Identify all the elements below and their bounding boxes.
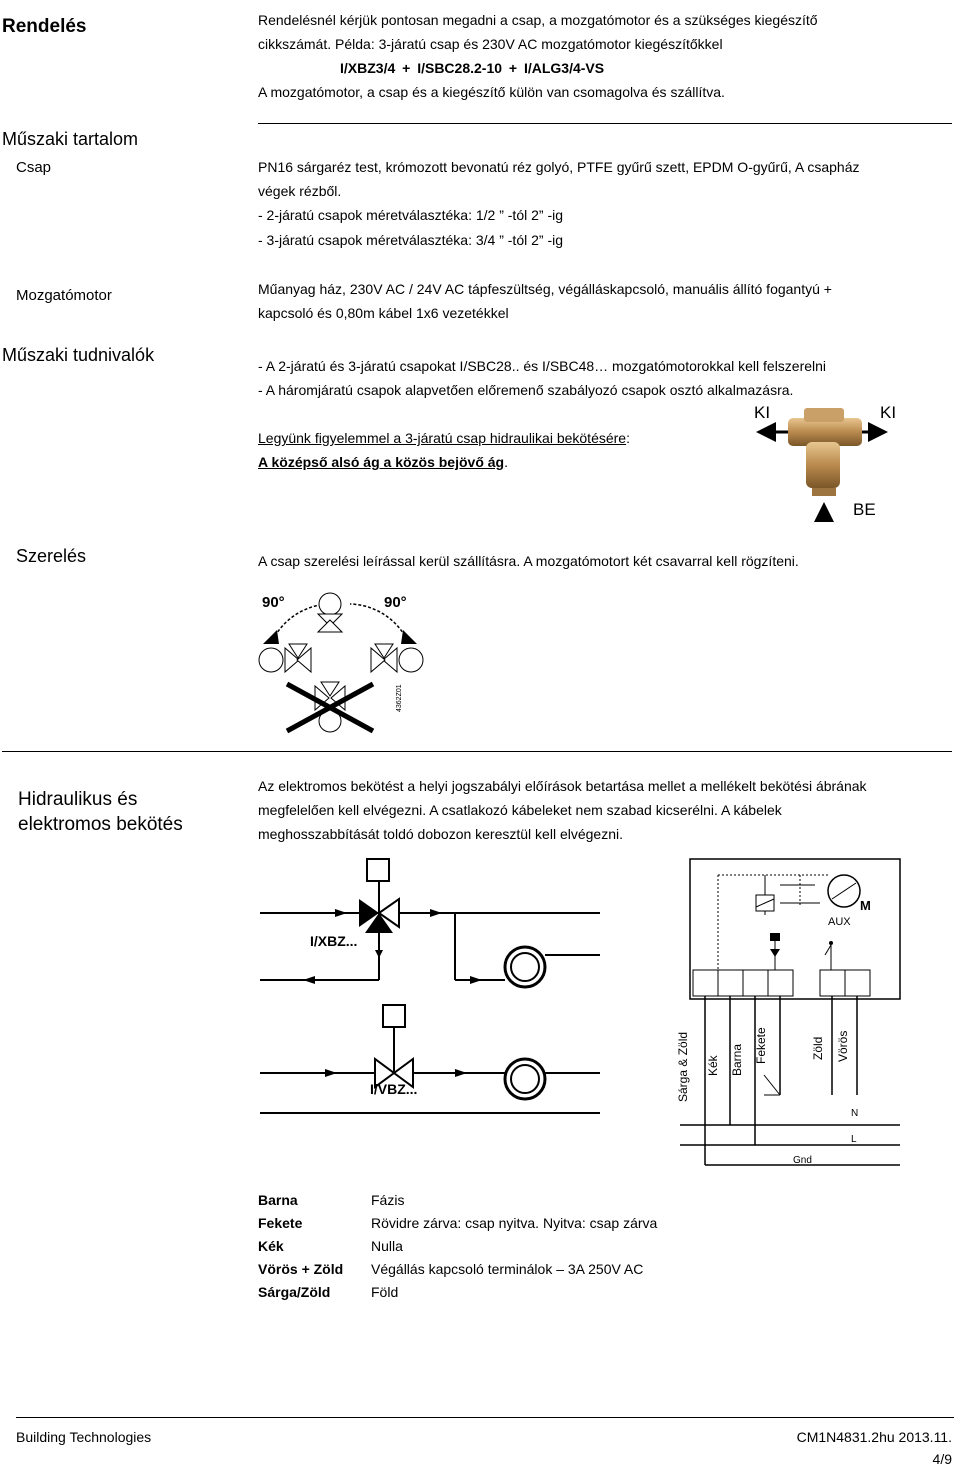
label-be: BE — [853, 500, 876, 519]
legend-color: Barna — [258, 1192, 298, 1208]
legend-meaning: Fázis — [371, 1192, 405, 1208]
rendeles-line1: Rendelésnél kérjük pontosan megadni a csap, a mozgatómotor és a szükséges kiegészítő — [258, 12, 818, 28]
legend-color: Sárga/Zöld — [258, 1284, 331, 1300]
label-l: L — [851, 1134, 857, 1145]
note1-text: Legyünk figyelemmel a 3-járatú csap hidraulikai bekötésére — [258, 430, 627, 446]
label-csap: Csap — [16, 159, 52, 176]
tudnivalok-note1 — [258, 426, 630, 450]
bekotes-line2: megfelelően kell elvégezni. A csatlakozó kábeleket nem szabad kicserélni. A kábelek — [258, 802, 782, 818]
actuator-circle — [319, 593, 341, 615]
wire-label: Zöld — [811, 1036, 825, 1060]
bekotes-line1: Az elektromos bekötést a helyi jogszabályi előírások betartása mellet a mellékelt bekötési ábrának — [258, 778, 867, 794]
section-heading-muszaki-tartalom: Műszaki tartalom — [2, 129, 139, 149]
legend-meaning: Végállás kapcsoló terminálok – 3A 250V AC — [371, 1261, 644, 1277]
label-ki-right: KI — [880, 403, 897, 422]
wire-label: Barna — [730, 1043, 744, 1076]
legend-color: Fekete — [258, 1215, 303, 1231]
label-mozgatomotor: Mozgatómotor — [16, 287, 112, 304]
legend-meaning: Föld — [371, 1284, 399, 1300]
heading-line2: elektromos bekötés — [18, 814, 183, 835]
csap-line1: PN16 sárgaréz test, krómozott bevonatú réz golyó, PTFE gyűrű szett, EPDM O-gyűrű, A csapház — [258, 159, 860, 175]
rendeles-line3: A mozgatómotor, a csap és a kiegészítő külön van csomagolva és szállítva. — [258, 84, 725, 100]
angle-left: 90° — [262, 594, 285, 611]
actuator-circle — [399, 648, 423, 672]
szereles-text: A csap szerelési leírással kerül szállításra. A mozgatómotort két csavarral kell rögzíteni. — [258, 553, 799, 569]
csap-line4: - 3-járatú csapok méretválasztéka: 3/4 ” -tól 2” -ig — [258, 232, 564, 248]
motor-line1: Műanyag ház, 230V AC / 24V AC tápfeszültség, végálláskapcsoló, manuális állító fogantyú + — [258, 281, 832, 297]
legend-meaning: Rövidre zárva: csap nyitva. Nyitva: csap zárva — [371, 1215, 658, 1231]
legend-color: Kék — [258, 1238, 284, 1254]
electrical-diagram — [660, 855, 910, 1170]
label-gnd: Gnd — [793, 1155, 812, 1166]
tudnivalok-line1: - A 2-járatú és 3-járatú csapokat I/SBC28.. és I/SBC48… mozgatómotorokkal kell felszerelni — [258, 358, 827, 374]
note2-end: . — [504, 454, 508, 470]
label-n: N — [851, 1108, 859, 1119]
wire-label: Fekete — [754, 1027, 768, 1064]
valve-photo — [740, 408, 940, 528]
section-heading-bekotes — [18, 787, 183, 837]
tudnivalok-note2 — [258, 450, 508, 474]
figure-code: 4362Z01 — [396, 684, 403, 712]
arrow-right-icon — [868, 422, 888, 442]
label-valve3: I/XBZ... — [310, 933, 358, 949]
arrow-icon — [401, 630, 417, 644]
csap-line2: végek rézből. — [258, 183, 342, 199]
actuator-box — [367, 859, 389, 881]
hydraulic-diagram — [255, 855, 615, 1115]
legend-meaning: Nulla — [371, 1238, 403, 1254]
page-number: 4/9 — [932, 1451, 952, 1467]
arrow-icon — [263, 630, 279, 644]
actuator-circle — [259, 648, 283, 672]
label-valve2: I/VBZ... — [370, 1081, 418, 1097]
label-motor-m: M — [860, 898, 871, 913]
wire-label: Kék — [706, 1055, 720, 1076]
motor-line2: kapcsoló és 0,80m kábel 1x6 vezetékkel — [258, 305, 509, 321]
label-aux: AUX — [828, 916, 851, 928]
note2-text: A középső alsó ág a közös bejövő ág — [258, 454, 505, 470]
section-heading-szereles: Szerelés — [16, 546, 87, 566]
note1-end: : — [626, 430, 630, 446]
divider — [2, 751, 952, 752]
mounting-diagram — [255, 586, 430, 736]
section-heading-tudnivalok: Műszaki tudnivalók — [2, 345, 155, 365]
wire-label: Vörös — [836, 1030, 850, 1062]
label-ki-left: KI — [754, 403, 771, 422]
divider — [258, 123, 952, 124]
legend-color: Vörös + Zöld — [258, 1261, 344, 1277]
heading-line1: Hidraulikus és — [18, 789, 138, 810]
rendeles-example: I/XBZ3/4 + I/SBC28.2-10 + I/ALG3/4-VS — [340, 60, 605, 76]
arrow-up-icon — [814, 502, 834, 522]
footer-divider — [16, 1417, 954, 1418]
valve-body — [788, 418, 862, 446]
csap-line3: - 2-járatú csapok méretválasztéka: 1/2 ” -tól 2” -ig — [258, 207, 564, 223]
wire-label: Sárga & Zöld — [676, 1031, 690, 1102]
arrow-left-icon — [756, 422, 776, 442]
footer-left: Building Technologies — [16, 1429, 152, 1445]
footer-right: CM1N4831.2hu 2013.11. — [796, 1429, 952, 1445]
bekotes-line3: meghosszabbítását toldó dobozon keresztül kell elvégezni. — [258, 826, 623, 842]
section-heading-rendeles: Rendelés — [2, 16, 87, 37]
tudnivalok-line2: - A háromjáratú csapok alapvetően előremenő szabályozó csapok osztó alkalmazásra. — [258, 382, 794, 398]
angle-right: 90° — [384, 594, 407, 611]
rendeles-line2: cikkszámát. Példa: 3-járatú csap és 230V AC mozgatómotor kiegészítőkkel — [258, 36, 723, 52]
actuator-box — [383, 1005, 405, 1027]
